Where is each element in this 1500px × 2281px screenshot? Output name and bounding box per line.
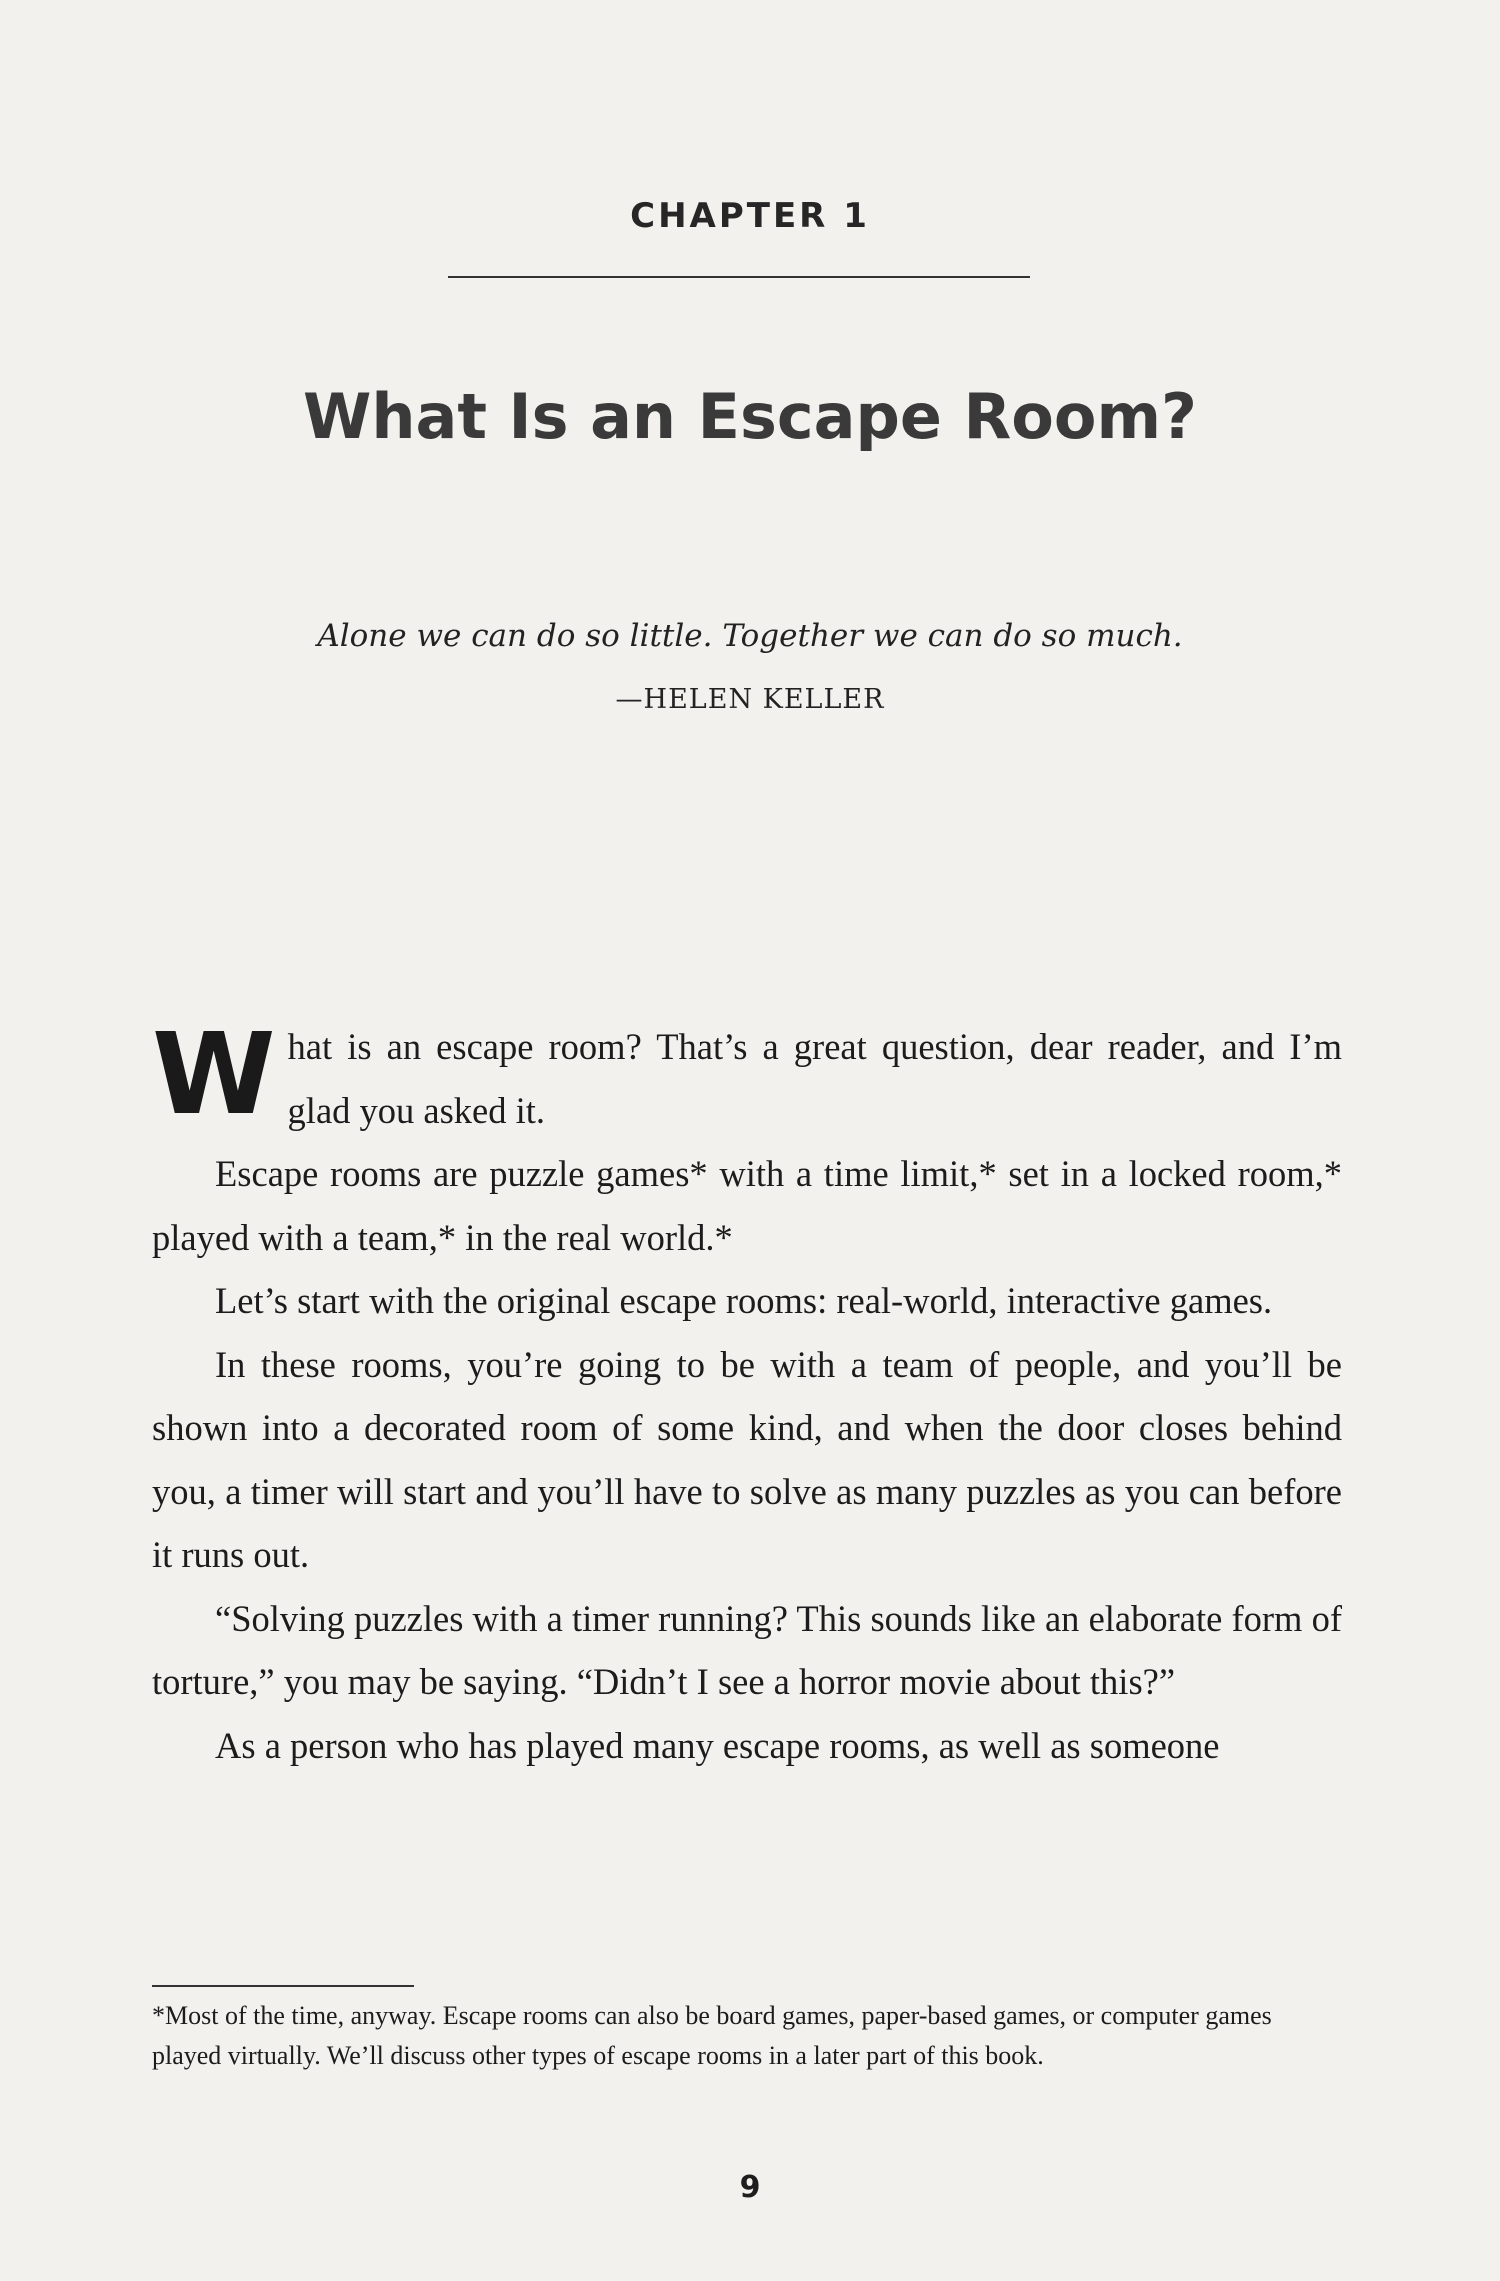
- paragraph-6: As a person who has played many escape rooms, as well as someone: [215, 1724, 1220, 1766]
- page-number: 9: [739, 2170, 761, 2205]
- chapter-title: What Is an Escape Room?: [302, 380, 1198, 453]
- epigraph-attribution: —HELEN KELLER: [615, 684, 885, 715]
- footnote-divider: [152, 1985, 414, 1987]
- footnote: *Most of the time, anyway. Escape rooms can also be board games, paper-based games, or computer games played virtually. We’ll discuss other types of escape rooms in a later part of this book.: [152, 2001, 1272, 2070]
- chapter-divider: [448, 276, 1030, 278]
- paragraph-5: “Solving puzzles with a timer running? This sounds like an elaborate form of torture,” you may be saying. “Didn’t I see a horror movie about this?”: [152, 1597, 1342, 1702]
- paragraph-1: [152, 1010, 1342, 1142]
- paragraph-4: In these rooms, you’re going to be with a team of people, and you’ll be shown into a decorated room of some kind, and when the door closes behind you, a timer will start and you’ll have to solve as many puzzles as you can before it runs out.: [152, 1343, 1342, 1575]
- drop-cap: W: [152, 1010, 276, 1140]
- chapter-label: CHAPTER 1: [630, 196, 870, 236]
- paragraph-3: Let’s start with the original escape rooms: real-world, interactive games.: [215, 1280, 1273, 1321]
- body-text: [152, 1010, 1342, 1777]
- paragraph-1-text: hat is an escape room? That’s a great question, dear reader, and I’m glad you asked it.: [287, 1026, 1342, 1131]
- paragraph-2: Escape rooms are puzzle games* with a time limit,* set in a locked room,* played with a team,* in the real world.*: [152, 1153, 1342, 1258]
- epigraph-quote: Alone we can do so little. Together we can do so much.: [317, 618, 1183, 654]
